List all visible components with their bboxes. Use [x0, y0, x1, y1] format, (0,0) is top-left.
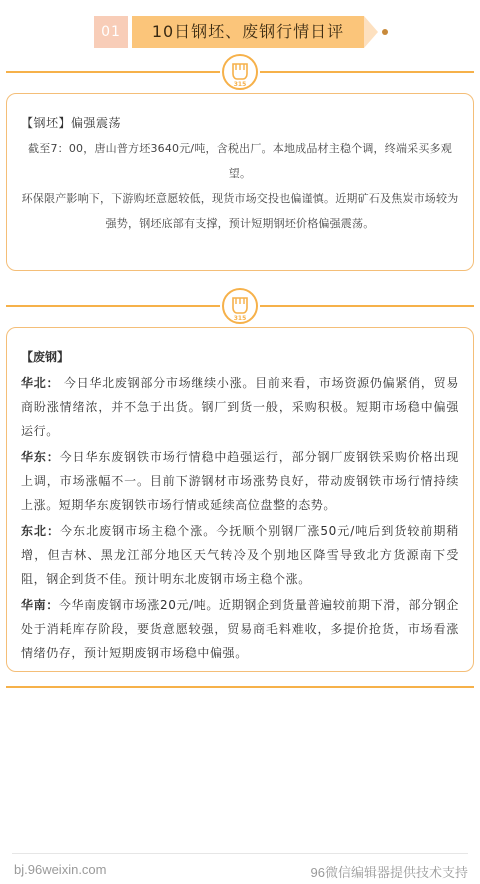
- section-title: 10日钢坯、废钢行情日评: [132, 16, 364, 48]
- section-header: [94, 16, 390, 48]
- badge-text: 315: [233, 315, 247, 322]
- divider-middle: [6, 286, 474, 326]
- region-text: 今华南废钢市场涨20元/吨。近期钢企到货量普遍较前期下滑，部分钢企处于消耗库存阶段，要货意愿较强，贸易商毛料难收，多提价抢货，市场看涨情绪仍存，预计短期废钢市场稳中偏强。: [21, 598, 459, 660]
- region-paragraph: [21, 371, 459, 443]
- region-name: 东北：: [21, 524, 61, 538]
- badge-text: 315: [233, 81, 247, 88]
- section-number: 01: [94, 16, 128, 48]
- dot-icon: [382, 29, 388, 35]
- region-text: 今日华北废钢部分市场继续小涨。目前来看，市场资源仍偏紧俏，贸易商盼涨情绪浓，并不急于出货。钢厂到货一般，采购积极。短期市场稳中偏强运行。: [21, 376, 459, 438]
- region-name: 华东：: [21, 450, 60, 464]
- region-name: 华北：: [21, 376, 60, 390]
- billet-title: 【钢坯】偏强震荡: [21, 116, 122, 130]
- fist-badge-icon: [220, 286, 260, 326]
- region-paragraph: [21, 445, 459, 517]
- footer-site-link[interactable]: bj.96weixin.com: [14, 862, 107, 877]
- scrap-box: [6, 327, 474, 672]
- bottom-divider: [6, 686, 474, 688]
- footer-divider: [12, 853, 468, 854]
- fist-badge-icon: [220, 52, 260, 92]
- region-paragraph: [21, 593, 459, 665]
- region-paragraph: [21, 519, 459, 591]
- billet-line: 强势，钢坯底部有支撑，预计短期钢坯价格偏强震荡。: [105, 217, 375, 230]
- arrow-icon: [364, 16, 378, 48]
- region-text: 今日华东废钢铁市场行情稳中趋强运行，部分钢厂废钢铁采购价格出现上调，市场涨幅不一。目前下游钢材市场涨势良好，带动废钢铁市场行情持续上涨。短期华东废钢铁市场行情或延续高位盘整的态势。: [21, 450, 459, 512]
- scrap-title: 【废钢】: [21, 350, 70, 364]
- billet-box: [6, 93, 474, 271]
- billet-line: 环保限产影响下，下游购坯意愿较低，现货市场交投也偏谨慎。近期矿石及焦炭市场较为: [21, 192, 459, 205]
- footer-credit: 96微信编辑器提供技术支持: [310, 865, 468, 880]
- region-name: 华南：: [21, 598, 59, 612]
- divider-top: [6, 52, 474, 92]
- region-text: 今东北废钢市场主稳个涨。今抚顺个别钢厂涨50元/吨后到货较前期稍增，但吉林、黑龙江部分地区天气转冷及个别地区降雪导致北方货源南下受阻，钢企到货不佳。预计明东北废钢市场主稳个涨。: [21, 524, 459, 586]
- billet-line: 截至7：00，唐山普方坯3640元/吨，含税出厂。本地成品材主稳个调，终端采买多观望。: [28, 142, 452, 180]
